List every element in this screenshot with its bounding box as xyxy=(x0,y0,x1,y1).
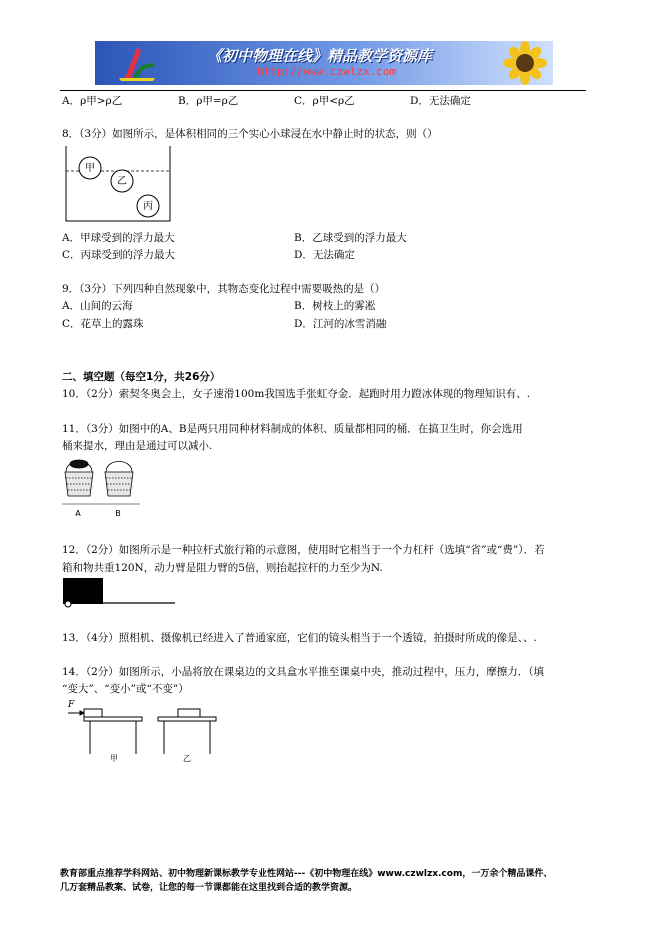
q12-suitcase-figure xyxy=(63,578,177,608)
q12-stem-line2: 箱和物共重120N，动力臂是阻力臂的5倍，则抬起拉杆的力至少为N. xyxy=(62,562,383,574)
logo-icon xyxy=(117,44,157,82)
q8-option-c: C．丙球受到的浮力最大 xyxy=(62,249,176,261)
q14-stem-line2: “变大”、“变小”或“不变”） xyxy=(62,683,189,695)
q9-option-c: C．花草上的露珠 xyxy=(62,318,144,330)
q8-figure xyxy=(65,146,171,222)
q14-desk-figure xyxy=(66,698,266,768)
q13-stem: 13．（4分）照相机、摄像机已经进入了普通家庭，它们的镜头相当于一个透镜，拍摄时所成的像是、、. xyxy=(62,632,537,644)
banner-title: 《初中物理在线》精品教学资源库 xyxy=(207,47,433,65)
q8-option-a: A．甲球受到的浮力最大 xyxy=(62,232,175,244)
q12-stem-line1: 12．（2分）如图所示是一种拉杆式旅行箱的示意图，使用时它相当于一个力杠杆（选填“省”或“费”）．若 xyxy=(62,544,545,556)
q9-option-a: A．山间的云海 xyxy=(62,300,133,312)
section-title: 二、填空题（每空1分，共26分） xyxy=(62,371,221,383)
footer-line1: 教育部重点推荐学科网站、初中物理新课标教学专业性网站---《初中物理在线》www.czwlzx.com，一万余个精品课件、 xyxy=(60,869,553,879)
banner-url[interactable]: http://www.czwlzx.com xyxy=(257,65,397,78)
q7-option-b: B．ρ甲=ρ乙 xyxy=(178,95,239,107)
force-f-label: F xyxy=(68,700,75,710)
q11-buckets-figure xyxy=(62,456,140,520)
q8-option-d: D．无法确定 xyxy=(294,249,355,261)
q8-option-b: B．乙球受到的浮力最大 xyxy=(294,232,407,244)
ball-jia-label: 甲 xyxy=(85,163,95,174)
desk-yi-label: 乙 xyxy=(183,754,191,763)
q7-option-c: C．ρ甲<ρ乙 xyxy=(294,95,355,107)
header-banner xyxy=(95,41,553,85)
q11-stem-line2: 桶来提水，理由是通过可以减小. xyxy=(62,440,213,452)
q8-stem: 8．（3分）如图所示，是体积相同的三个实心小球浸在水中静止时的状态，则（） xyxy=(62,128,438,140)
q9-option-d: D．江河的冰雪消融 xyxy=(294,318,387,330)
ball-bing-label: 丙 xyxy=(143,201,153,212)
q7-option-d: D．无法确定 xyxy=(410,95,471,107)
q9-option-b: B．树枝上的雾凇 xyxy=(294,300,376,312)
bucket-b-label: B xyxy=(115,509,121,518)
header-divider xyxy=(60,90,586,91)
q9-stem: 9．（3分）下列四种自然现象中，其物态变化过程中需要吸热的是（） xyxy=(62,283,386,295)
q7-option-a: A．ρ甲>ρ乙 xyxy=(62,95,123,107)
bucket-a-label: A xyxy=(75,509,81,518)
sunflower-icon xyxy=(499,43,551,83)
q14-stem-line1: 14．（2分）如图所示，小晶将放在课桌边的文具盒水平推至课桌中央，推动过程中，压力，摩擦力．（填 xyxy=(62,666,545,678)
ball-yi-label: 乙 xyxy=(117,176,127,187)
q11-stem-line1: 11．（3分）如图中的A、B是两只用同种材料制成的体积、质量都相同的桶．在搞卫生时，你会选用 xyxy=(62,423,523,435)
footer-line2: 几万套精品教案、试卷，让您的每一节课都能在这里找到合适的教学资源。 xyxy=(60,883,358,893)
q10-stem: 10．（2分）索契冬奥会上，女子速滑100m我国选手张虹夺金．起跑时用力蹬冰体现的物理知识有、. xyxy=(62,388,531,400)
desk-jia-label: 甲 xyxy=(110,754,118,763)
